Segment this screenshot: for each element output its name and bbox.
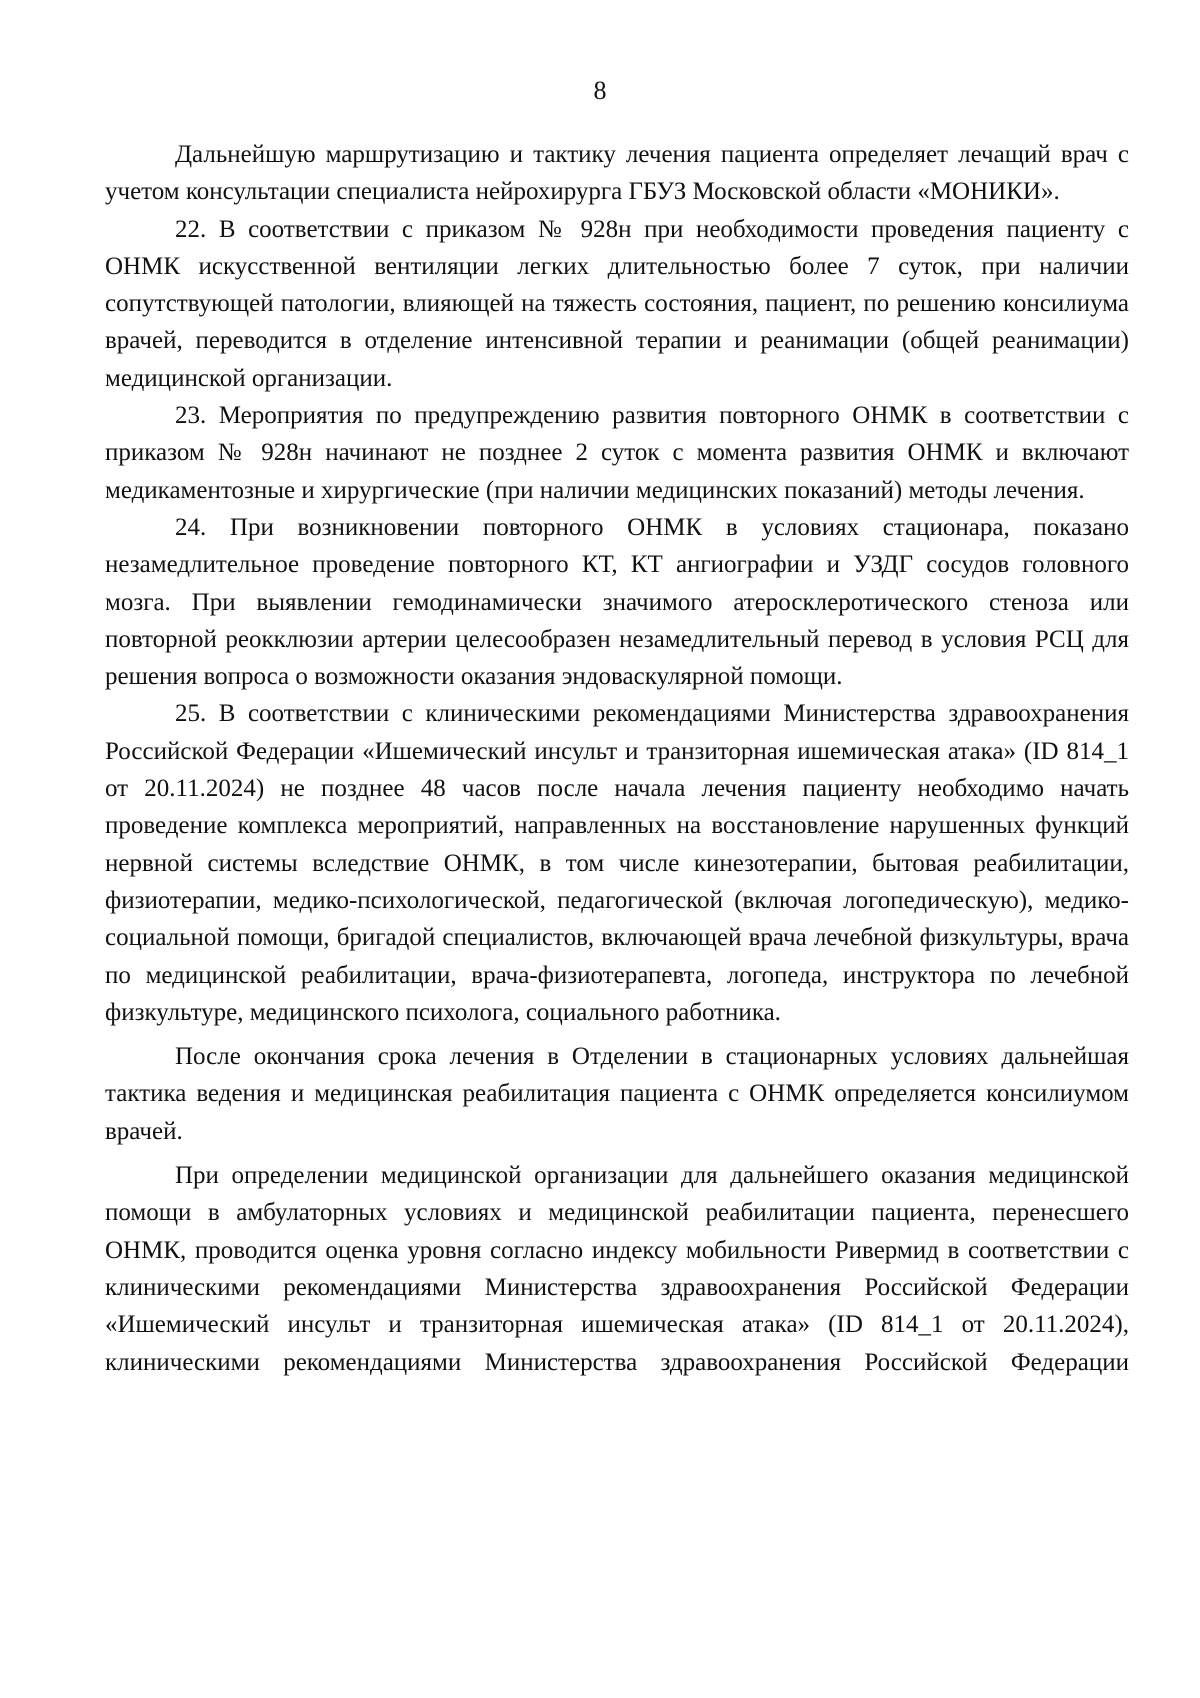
paragraph-23: 23. Мероприятия по предупреждению развития повторного ОНМК в соответствии с приказом № 928н начинают не позднее 2 суток с момента развития ОНМК и включают медикаментозные и хирургические (при наличии медицинских показаний) методы лечения. [105,402,1129,504]
paragraph-spacer [105,1150,1129,1157]
page-number: 8 [593,76,607,105]
paragraph-spacer [105,1031,1129,1038]
paragraph-24: 24. При возникновении повторного ОНМК в условиях стационара, показано незамедлительное проведение повторного КТ, КТ ангиографии и УЗДГ сосудов головного мозга. При выявлении гемодинамически значимого атеросклеротического стеноза или повторной реокклюзии артерии целесообразен незамедлительный перевод в условия РСЦ для решения вопроса о возможности оказания эндоваскулярной помощи. [105,513,1129,691]
paragraph-after-treatment: После окончания срока лечения в Отделении в стационарных условиях дальнейшая тактика ведения и медицинская реабилитация пациента с ОНМК определяется консилиумом врачей. [105,1043,1129,1145]
paragraph-25: 25. В соответствии с клиническими рекомендациями Министерства здравоохранения Российской Федерации «Ишемический инсульт и транзиторная ишемическая атака» (ID 814_1 от 20.11.2024) не позднее 48 часов после начала лечения пациенту необходимо начать проведение комплекса мероприятий, направленных на восстановление нарушенных функций нервной системы вследствие ОНМК, в том числе кинезотерапии, бытовая реабилитации, физиотерапии, медико-психологической, педагогической (включая логопедическую), медико-социальной помощи, бригадой специалистов, включающей врача лечебной физкультуры, врача по медицинской реабилитации, врача-физиотерапевта, логопеда, инструктора по лечебной физкультуре, медицинского психолога, социального работника. [105,700,1129,1026]
paragraph-routing: Дальнейшую маршрутизацию и тактику лечения пациента определяет лечащий врач с учетом консультации специалиста нейрохирурга ГБУЗ Московской области «МОНИКИ». [105,141,1129,206]
paragraph-22: 22. В соответствии с приказом № 928н при необходимости проведения пациенту с ОНМК искусственной вентиляции легких длительностью более 7 суток, при наличии сопутствующей патологии, влияющей на тяжесть состояния, пациент, по решению консилиума врачей, переводится в отделение интенсивной терапии и реанимации (общей реанимации) медицинской организации. [105,215,1129,392]
paragraph-rivermead: При определении медицинской организации для дальнейшего оказания медицинской помощи в амбулаторных условиях и медицинской реабилитации пациента, перенесшего ОНМК, проводится оценка уровня согласно индексу мобильности Ривермид в соответствии с клиническими рекомендациями Министерства здравоохранения Российской Федерации «Ишемический инсульт и транзиторная ишемическая атака» (ID 814_1 от 20.11.2024), клиническими рекомендациями Министерства здравоохранения Российской Федерации [105,1162,1129,1376]
document-body [105,136,1129,1381]
